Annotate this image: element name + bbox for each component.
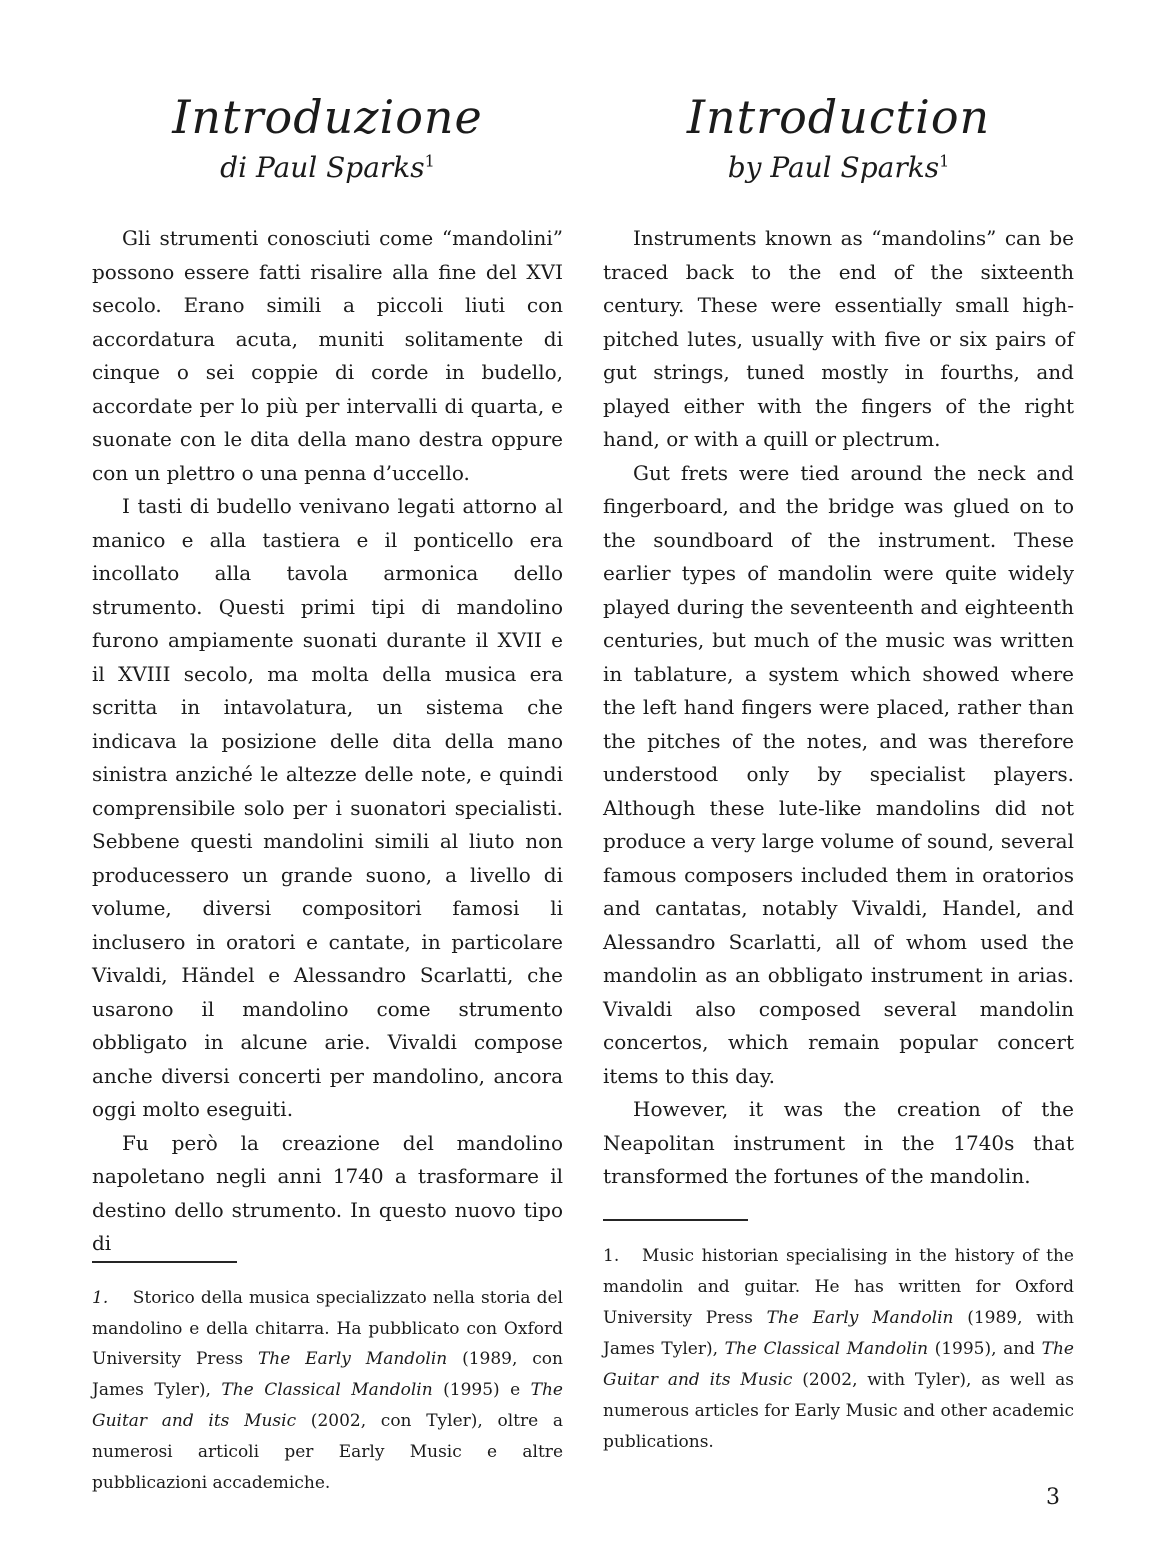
two-column-layout <box>92 90 1075 1494</box>
column-header-italian <box>92 92 563 184</box>
column-header-english <box>603 92 1074 184</box>
byline-text-italian: di Paul Sparks <box>220 150 425 184</box>
footnote-rule-english <box>603 1219 748 1221</box>
footnote-reference-italian: 1 <box>424 151 435 171</box>
page-number: 3 <box>1046 1485 1060 1510</box>
footnote-rule-italian <box>92 1261 237 1263</box>
byline-text-english: by Paul Sparks <box>727 150 940 184</box>
body-text-english <box>603 222 1074 1194</box>
footnote-block-italian <box>92 1261 563 1506</box>
paragraph-italian-2: I tasti di budello venivano legati attorno al manico e alla tastiera e il ponticello era incollato alla tavola armonica dello strumento. Questi primi tipi di mandolino furono ampiamente suonati durante il XVII e il XVIII secolo, ma molta della musica era scritta in intavolatura, un sistema che indicava la posizione delle dita della mano sinistra anziché le altezze delle note, e quindi comprensibile solo per i suonatori specialisti. Sebbene questi mandolini simili al liuto non producessero un grande suono, a livello di volume, diversi compositori famosi li inclusero in oratori e cantate, in particolare Vivaldi, Händel e Alessandro Scarlatti, che usarono il mandolino come strumento obbligato in alcune arie. Vivaldi compose anche diversi concerti per mandolino, ancora oggi molto eseguiti. <box>92 494 563 1122</box>
page-title-italian: Introduzione <box>172 90 483 144</box>
paragraph-english-2: Gut frets were tied around the neck and fingerboard, and the bridge was glued on to the soundboard of the instrument. These earlier types of mandolin were quite widely played during the seventeenth and eighteenth centuries, but much of the music was written in tablature, a system which showed where the left hand fingers were placed, rather than the pitches of the notes, and was therefore understood only by specialist players. Although these lute-like mandolins did not produce a very large volume of sound, several famous composers included them in oratorios and cantatas, notably Vivaldi, Handel, and Alessandro Scarlatti, all of whom used the mandolin as an obbligato instrument in arias. Vivaldi also composed several mandolin concertos, which remain popular concert items to this day. <box>603 460 1074 1088</box>
byline-italian <box>92 151 563 185</box>
footnote-italian: 1. Storico della musica specializzato nella storia del mandolino e della chitarra. Ha pubblicato con Oxford University Press The Early Mandolin (1989, con James Tyler), The Classical Mandolin (1995) e The Guitar and its Music (2002, con Tyler), oltre a numerosi articoli per Early Music e altre pubblicazioni accademiche. <box>92 1287 563 1494</box>
column-english <box>603 92 1074 1464</box>
paragraph-italian-3: Fu però la creazione del mandolino napoletano negli anni 1740 a trasformare il destino dello strumento. In questo nuovo tipo di <box>92 1130 563 1256</box>
paragraph-english-1: Instruments known as “mandolins” can be traced back to the end of the sixteenth century. These were essentially small high-pitched lutes, usually with five or six pairs of gut strings, tuned mostly in fourths, and played either with the fingers of the right hand, or with a quill or plectrum. <box>603 226 1074 452</box>
footnote-block-english <box>603 1219 1074 1464</box>
byline-english <box>603 151 1074 185</box>
paragraph-italian-1: Gli strumenti conosciuti come “mandolini” possono essere fatti risalire alla fine del XVI secolo. Erano simili a piccoli liuti con accordatura acuta, muniti solitamente di cinque o sei coppie di corde in budello, accordate per lo più per intervalli di quarta, e suonate con le dita della mano destra oppure con un plettro o una penna d’uccello. <box>92 226 563 485</box>
footnote-english: 1. Music historian specialising in the history of the mandolin and guitar. He has written for Oxford University Press The Early Mandolin (1989, with James Tyler), The Classical Mandolin (1995), and The Guitar and its Music (2002, with Tyler), as well as numerous articles for Early Music and other academic publications. <box>603 1246 1074 1453</box>
footnote-reference-english: 1 <box>939 151 950 171</box>
column-italian <box>92 90 563 1494</box>
page-title-english: Introduction <box>686 90 991 144</box>
paragraph-english-3: However, it was the creation of the Neapolitan instrument in the 1740s that transformed the fortunes of the mandolin. <box>603 1097 1074 1189</box>
body-text-italian <box>92 222 563 1261</box>
